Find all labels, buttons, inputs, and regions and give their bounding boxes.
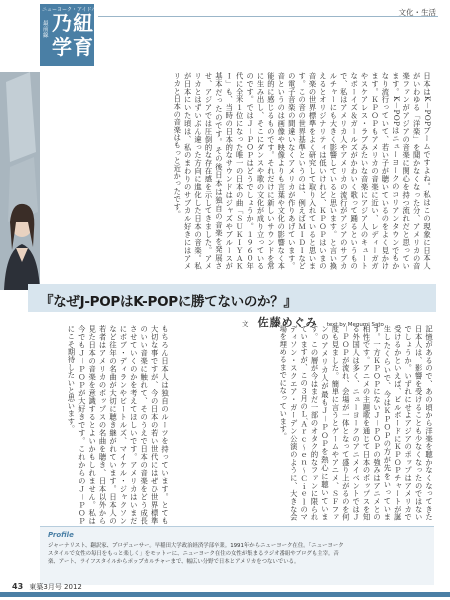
page-number: 43: [12, 582, 24, 591]
headline-bar: [28, 284, 436, 312]
badge-subtitle: 最前線: [43, 21, 49, 39]
article-body-bottom-left: もちろん日本人は独自のルーツを持っています。とても大切な事ですが、今の日本の若い世代にはぜひ世界標準のいい音楽に触れて、そのうえで日本の音楽をどう成長させていくのかを考えてほしいです。アメリカはいまだにボブ・ディランやビートルズ、マイケル・ジャクソンなど往年の名曲が大切に聴き継がれています。日本人の若者はアメリカのポップスの名曲を聴き、日本以外から見た日本の音楽を意識するとよいかもしれません。私は今でもＪ－ＰＯＰが大好きです。これからのＪ－ＰＯＰにこそ期待したいと思います。: [67, 325, 170, 525]
profile-text: ジャーナリスト、翻訳家、プロデューサー。早稲田大学政治経済学部卒業。1991年からニューヨーク在住。「ニューヨークスタイルで女性の毎日をもっと楽しく」をモットーに、ニューヨーク在住の女性が集まるラジオ番組やブログも主宰。音楽、アート、ライフスタイルからポップカルチャーまで、幅広い分野で日本とアメリカをつないでいる。: [48, 543, 344, 565]
article-body-top: 日本はK－POPブームですよね。私はこの現象に日本人がいわゆる「洋楽」を聞かなくなった分、アメリカの音楽ファンがアジアの音楽に関心を持つ流れだと思っています。K－POPはニューヨークのコリアンタウンでもかなり流行っていて、若い子が聴いているのをよく見かけます。ＫＰＯＰもアメリカの音楽に近い、レディーガガやスケアレス・ラブみたいな音楽にアジア人のキュートなボーイズ＆ガールズがかわいく歌って踊るというもので、私はアメリカ人やアメリカの流行がアジアのサブカルチャーにも大きく影響していると思います。と言い換えるとオリジナリティは低いけれど、ＫＰＯＰはいまの音楽の世界標準をよく研究して取り入れていると思います。この音の世界基準というのは、例えばＭＩＤＩなどの電子音楽の間違いなくアメリカが作りあげています。音というのは画像や映像よりも言葉や文化の影響なく本能的に感じるものです。それだけに新しいサウンドを常に生み出し、そこにダンスや歌の文化が成り立っているのです。ではＪ－ＰＯＰはどうでしょうか。１９６０年代に全米１位になった唯一の日本の曲「ＳＵＫＩＹＡＫＩ」も、当時の日本的なサウンドはジャズやブルースが基本だったのです。その後日本は独自の音楽を発展させ、アジアでは圧倒的な存在感を示してきました。アメリカとはずいぶん違った方向に進化した日本の音楽。私が日本にいた頃は、私のまわりのサブカル好きにはアメリカと日本の音楽はもっと近かったです。: [173, 72, 432, 270]
badge-caption: ニューヨーク・アイドル: [42, 7, 97, 13]
byline-label: 文: [242, 320, 249, 328]
footer-rule: [0, 592, 450, 597]
header-rule: [98, 16, 438, 17]
badge-title-line-2: 学育: [52, 35, 94, 59]
badge-title-line-1: 乃紐: [52, 11, 94, 35]
article-body-bottom-right: 記憶があるので、あの頃から洋楽を聴かなくなってきた日本人は、影響を受けることも少なくなったのではないでしょうか。いずれにせよアジアのポップはアメリカで受けるかといえば、ビルボードにＫＰＯＰチャートが誕生したくらいで、今はＫＰＯＰの方が先をいっています。一方ＫＰＯＰにないＪ－ＰＯＰの強みはアニメとの相性です。アニメの主題歌を通じて日本のポップスを知る外国人は多く、ニューヨークのアニメイベントではＪ－ＰＯＰが流れ、会場が一体となって盛り上がるのを何度も見ました。簡単に言うとゲームやアニメ、ＳＦファンのアメリカ人が最もＪ－ＰＯＰを熱心に聴いています。この層が今はまだ一部のオタク的なファンに限られていますが、この３月のＬ′Ａｒｃ～ｅｎ～Ｃｉｅｌのマディソン・スクエア・ガーデン公演のように、大きな会場を埋めるまでになっています。: [279, 325, 434, 521]
article-headline: 『なぜJ-POPはK-POPに勝てないのか？』: [40, 294, 297, 310]
profile-box: [40, 526, 434, 585]
column-badge: [40, 4, 97, 66]
section-label: 文化・生活: [398, 8, 436, 17]
author-name-english: text by Megumi Sato: [326, 322, 384, 328]
page-footer: [12, 582, 82, 592]
author-name: 佐藤めぐみ: [257, 316, 318, 329]
profile-title: Profile: [48, 531, 74, 539]
author-photo: [0, 72, 40, 290]
publication-name: 東築3月号 2012: [29, 583, 82, 591]
page-header: [0, 0, 450, 70]
